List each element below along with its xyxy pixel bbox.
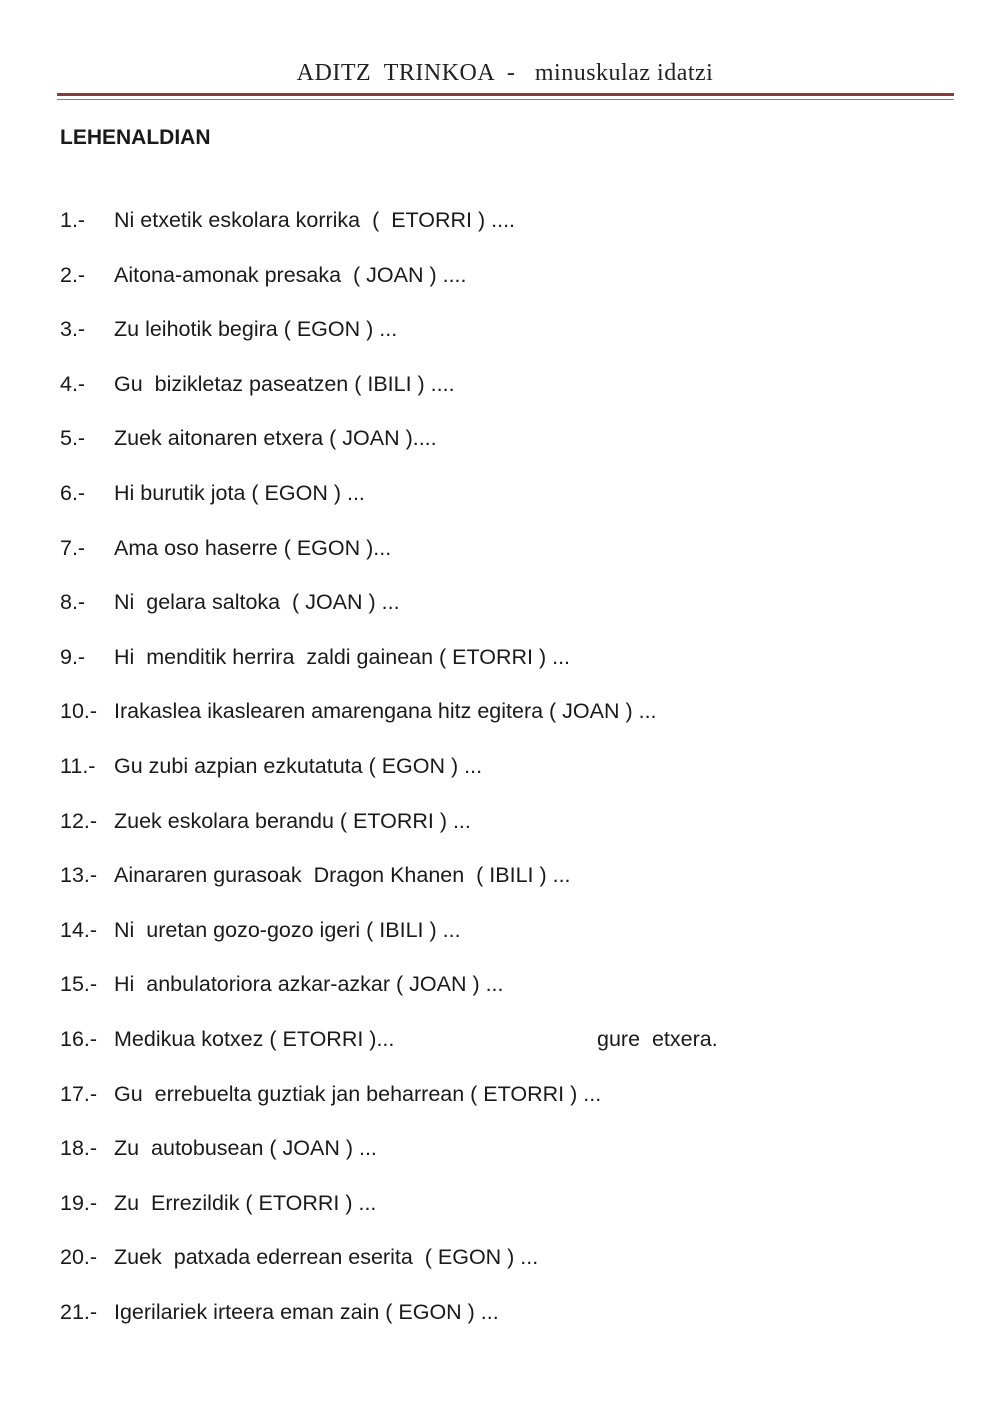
exercise-item bbox=[60, 311, 960, 366]
exercise-number: 13.- bbox=[60, 863, 98, 888]
exercise-text: Igerilariek irteera eman zain ( EGON ) ... bbox=[114, 1299, 499, 1324]
exercise-number: 16.- bbox=[60, 1026, 98, 1051]
exercise-number: 12.- bbox=[60, 808, 98, 833]
exercise-number: 5.- bbox=[60, 426, 86, 451]
exercise-text: Zuek patxada ederrean eserita ( EGON ) ... bbox=[114, 1245, 539, 1270]
exercise-item bbox=[60, 857, 960, 912]
exercise-item bbox=[60, 639, 960, 694]
exercise-number: 4.- bbox=[60, 371, 86, 396]
exercise-item bbox=[60, 748, 960, 803]
exercise-item bbox=[60, 1294, 960, 1349]
exercise-number: 17.- bbox=[60, 1081, 98, 1106]
exercise-text: Ni gelara saltoka ( JOAN ) ... bbox=[114, 590, 400, 615]
exercise-item bbox=[60, 420, 960, 475]
exercise-text: Gu errebuelta guztiak jan beharrean ( ETORRI ) ... bbox=[114, 1081, 602, 1106]
exercise-number: 1.- bbox=[60, 208, 86, 232]
exercise-item bbox=[60, 1239, 960, 1294]
exercise-item bbox=[60, 693, 960, 748]
exercise-item bbox=[60, 803, 960, 858]
header-divider bbox=[57, 93, 954, 96]
exercise-number: 3.- bbox=[60, 317, 86, 342]
exercise-text: Zu autobusean ( JOAN ) ... bbox=[114, 1136, 377, 1161]
exercise-number: 6.- bbox=[60, 480, 86, 505]
page-title: ADITZ TRINKOA - minuskulaz idatzi bbox=[296, 60, 714, 86]
exercise-item bbox=[60, 257, 960, 312]
exercise-number: 9.- bbox=[60, 644, 86, 669]
exercise-text: Zu Errezildik ( ETORRI ) ... bbox=[114, 1190, 377, 1215]
exercise-number: 8.- bbox=[60, 590, 86, 615]
exercise-text: Hi burutik jota ( EGON ) ... bbox=[114, 480, 365, 505]
exercise-list bbox=[60, 202, 960, 1348]
exercise-item bbox=[60, 1130, 960, 1185]
exercise-text: Hi menditik herrira zaldi gainean ( ETORRI ) ... bbox=[114, 644, 571, 669]
exercise-text: Aitona-amonak presaka ( JOAN ) .... bbox=[114, 262, 467, 287]
section-heading: LEHENALDIAN bbox=[60, 126, 211, 149]
exercise-item bbox=[60, 1185, 960, 1240]
exercise-text: Ainararen gurasoak Dragon Khanen ( IBILI ) ... bbox=[114, 863, 571, 888]
exercise-text: Gu zubi azpian ezkutatuta ( EGON ) ... bbox=[114, 753, 483, 778]
exercise-number: 21.- bbox=[60, 1299, 98, 1324]
exercise-number: 15.- bbox=[60, 972, 98, 997]
exercise-item bbox=[60, 530, 960, 585]
exercise-text: Zu leihotik begira ( EGON ) ... bbox=[114, 317, 398, 342]
header-divider-thin bbox=[57, 99, 954, 100]
exercise-number: 20.- bbox=[60, 1245, 98, 1270]
exercise-number: 7.- bbox=[60, 535, 86, 560]
exercise-number: 14.- bbox=[60, 917, 98, 942]
exercise-text: Ni etxetik eskolara korrika ( ETORRI ) .... bbox=[114, 208, 516, 232]
exercise-item bbox=[60, 966, 960, 1021]
exercise-item bbox=[60, 912, 960, 967]
exercise-number: 2.- bbox=[60, 262, 86, 287]
exercise-number: 18.- bbox=[60, 1136, 98, 1161]
exercise-text: Irakaslea ikaslearen amarengana hitz egitera ( JOAN ) ... bbox=[114, 699, 657, 724]
exercise-text: Zuek aitonaren etxera ( JOAN ).... bbox=[114, 426, 437, 451]
exercise-text: Ama oso haserre ( EGON )... bbox=[114, 535, 392, 560]
exercise-text: Medikua kotxez ( ETORRI )... bbox=[114, 1026, 395, 1051]
exercise-text: Zuek eskolara berandu ( ETORRI ) ... bbox=[114, 808, 471, 833]
exercise-item bbox=[60, 1021, 960, 1076]
exercise-number: 19.- bbox=[60, 1190, 98, 1215]
exercise-item bbox=[60, 475, 960, 530]
exercise-text: Ni uretan gozo-gozo igeri ( IBILI ) ... bbox=[114, 917, 461, 942]
exercise-number: 11.- bbox=[60, 753, 96, 778]
exercise-item bbox=[60, 366, 960, 421]
exercise-item bbox=[60, 584, 960, 639]
exercise-text-suffix: gure etxera. bbox=[597, 1026, 718, 1051]
exercise-text: Hi anbulatoriora azkar-azkar ( JOAN ) ... bbox=[114, 972, 504, 997]
exercise-item bbox=[60, 1076, 960, 1131]
exercise-item bbox=[60, 202, 960, 257]
exercise-number: 10.- bbox=[60, 699, 98, 724]
exercise-text: Gu bizikletaz paseatzen ( IBILI ) .... bbox=[114, 371, 455, 396]
